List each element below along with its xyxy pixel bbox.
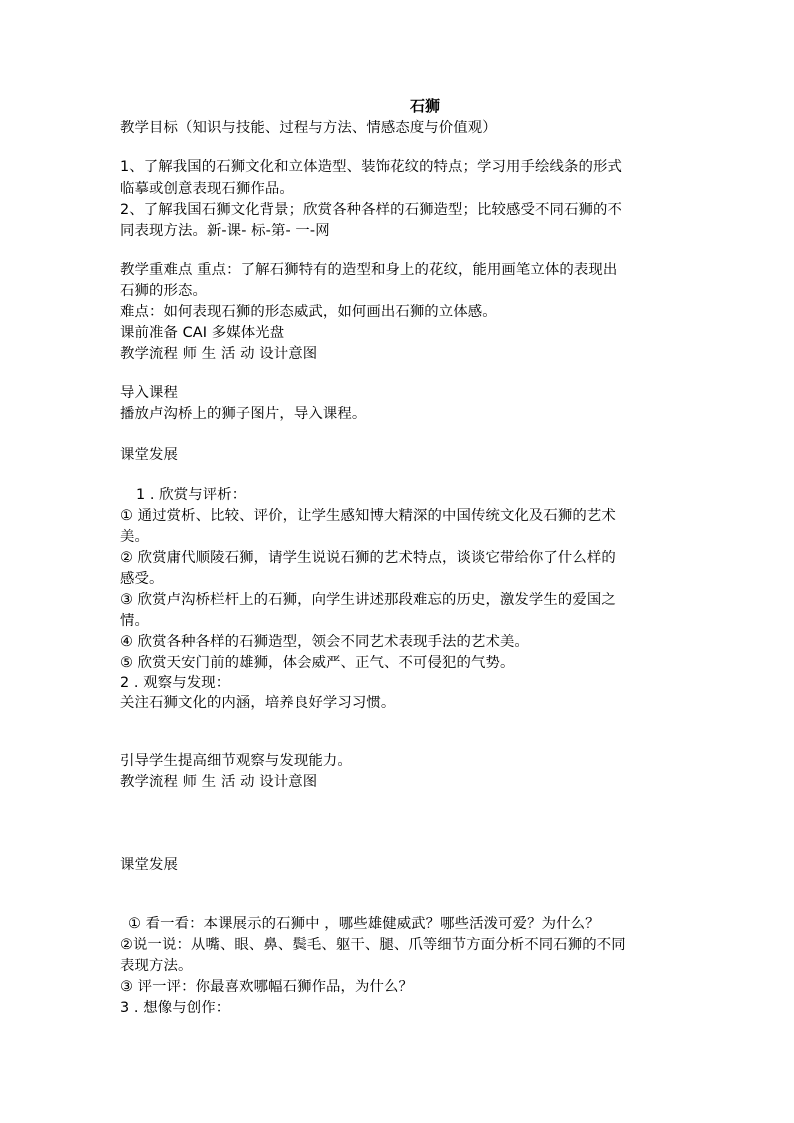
objective-2-line-2: 同表现方法。新-课- 标-第- 一-网 (120, 223, 330, 239)
appreciation-item-4: ④ 欣赏各种各样的石狮造型，领会不同艺术表现手法的艺术美。 (120, 634, 529, 650)
intro-heading: 导入课程 (120, 385, 178, 401)
step-1-heading: 1 . 欣赏与评析： (136, 487, 247, 503)
guide-text: 引导学生提高细节观察与发现能力。 (120, 753, 352, 769)
step-2-heading: 2 . 观察与发现： (120, 675, 231, 691)
difficulty-line: 难点：如何表现石狮的形态威武，如何画出石狮的立体感。 (120, 304, 497, 320)
appreciation-item-1-line-1: ① 通过赏析、比较、评价，让学生感知博大精深的中国传统文化及石狮的艺术 (120, 508, 616, 524)
objectives-heading: 教学目标（知识与技能、过程与方法、情感态度与价值观） (120, 120, 497, 136)
objective-2-line-1: 2、了解我国石狮文化背景；欣赏各种各样的石狮造型；比较感受不同石狮的不 (120, 202, 622, 218)
appreciation-item-3-line-1: ③ 欣赏卢沟桥栏杆上的石狮，向学生讲述那段难忘的历史，激发学生的爱国之 (120, 592, 616, 608)
intro-text: 播放卢沟桥上的狮子图片，导入课程。 (120, 406, 367, 422)
judge-item: ③ 评一评：你最喜欢哪幅石狮作品，为什么？ (120, 979, 413, 995)
appreciation-item-1-line-2: 美。 (120, 529, 149, 545)
preparation-line: 课前准备 CAI 多媒体光盘 (120, 325, 285, 341)
teaching-flow-header-2: 教学流程 师 生 活 动 设计意图 (120, 774, 318, 790)
page-title: 石狮 (410, 97, 441, 115)
appreciation-item-2-line-2: 感受。 (120, 571, 164, 587)
look-item: ① 看一看：本课展示的石狮中 ，哪些雄健威武？哪些活泼可爱？为什么？ (128, 916, 600, 932)
objective-1-line-1: 1、了解我国的石狮文化和立体造型、装饰花纹的特点；学习用手绘线条的形式 (120, 159, 622, 175)
say-item-line-1: ②说一说：从嘴、眼、鼻、鬓毛、躯干、腿、爪等细节方面分析不同石狮的不同 (120, 937, 626, 953)
objective-1-line-2: 临摹或创意表现石狮作品。 (120, 181, 294, 197)
key-points-line-2: 石狮的形态。 (120, 283, 207, 299)
classroom-development-heading: 课堂发展 (120, 447, 178, 463)
key-points-line-1: 教学重难点 重点：了解石狮特有的造型和身上的花纹，能用画笔立体的表现出 (120, 262, 618, 278)
step-3-heading: 3 . 想像与创作： (120, 1000, 231, 1016)
appreciation-item-3-line-2: 情。 (120, 613, 149, 629)
teaching-flow-header: 教学流程 师 生 活 动 设计意图 (120, 346, 318, 362)
step-2-text: 关注石狮文化的内涵，培养良好学习习惯。 (120, 695, 396, 711)
appreciation-item-5: ⑤ 欣赏天安门前的雄狮，体会威严、正气、不可侵犯的气势。 (120, 655, 515, 671)
classroom-development-heading-2: 课堂发展 (120, 857, 178, 873)
say-item-line-2: 表现方法。 (120, 958, 193, 974)
appreciation-item-2-line-1: ② 欣赏庸代顺陵石狮，请学生说说石狮的艺术特点，谈谈它带给你了什么样的 (120, 550, 616, 566)
